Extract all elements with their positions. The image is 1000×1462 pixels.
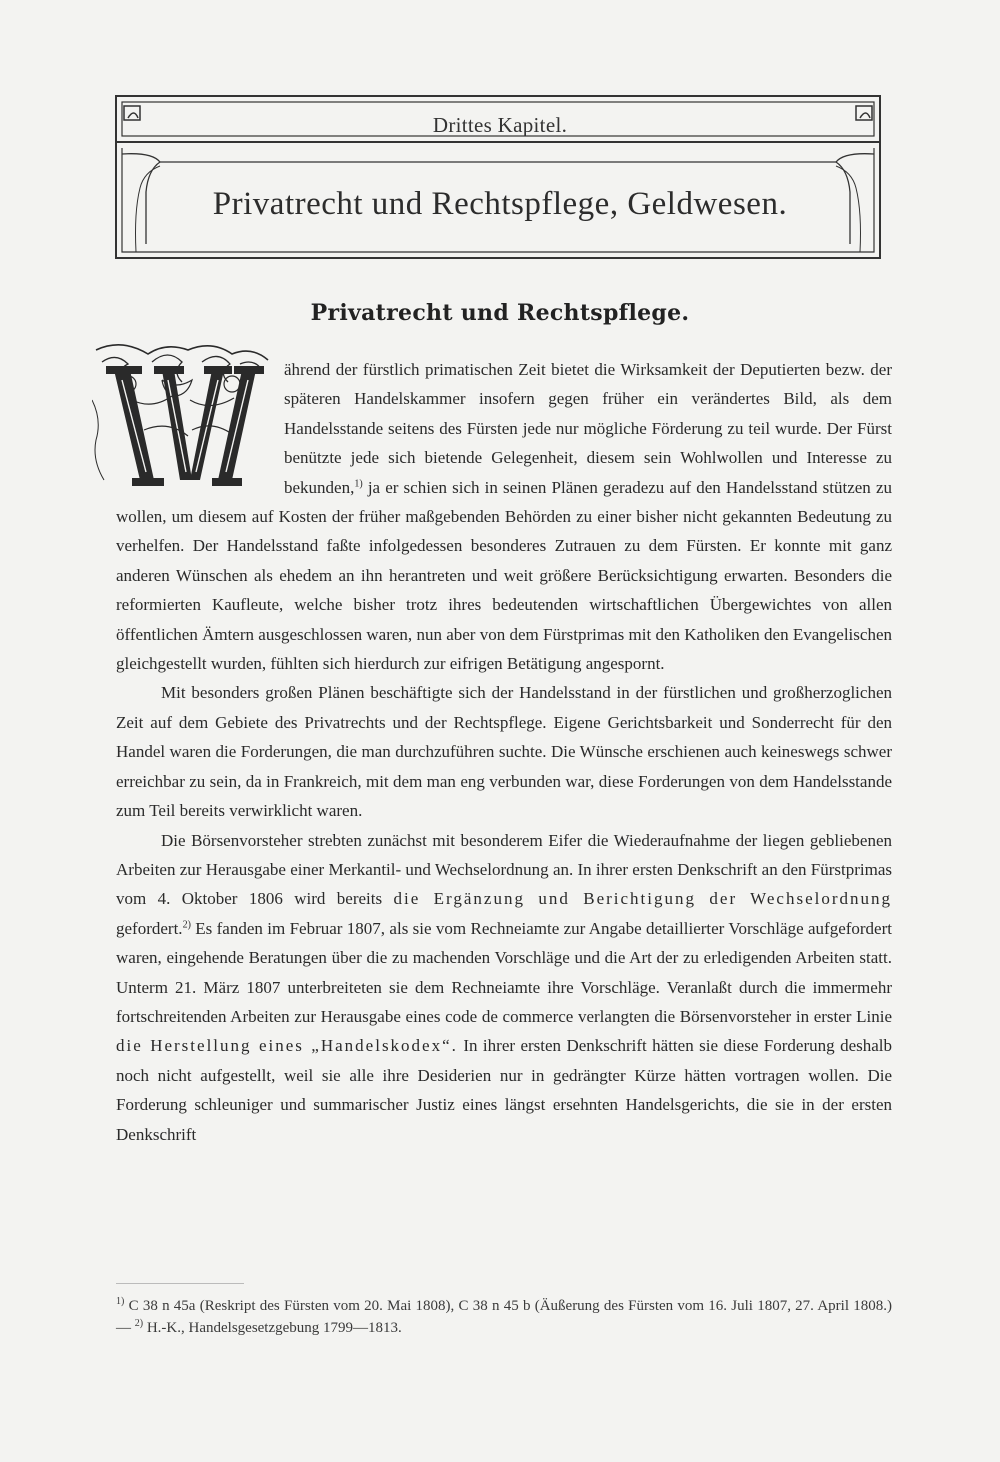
footnote-2-text: H.-K., Handelsgesetzgebung 1799—1813.	[143, 1320, 402, 1336]
chapter-title: Privatrecht und Rechtspflege, Geldwesen.	[212, 186, 788, 222]
footnote-divider	[116, 1283, 244, 1284]
chapter-label: Drittes Kapitel.	[432, 113, 568, 137]
paragraph-1-rest: ja er schien sich in seinen Plänen geradezu auf den Handelsstand stützen zu wollen, um diesem auf Kosten der früher maßgebenden Behörden zu einer bisher nicht gekannten Bedeutung zu verhelfen. Der Handelsstand faßte infolgedessen besonderes Zutrauen zu dem Fürsten. Er konnte mit ganz anderen Wünschen als ehedem an ihn herantreten und weit größere Berücksichtigung erwarten. Besonders die reformierten Kaufleute, welche bisher trotz ihres bedeutenden wirtschaftlichen Übergewichtes von allen öffentlichen Ämtern ausgeschlossen waren, nun aber von dem Fürstprimas mit den Katholiken den Evangelischen gleichgestellt wurden, fühlten sich hierdurch zur eifrigen Betätigung angespornt.	[116, 477, 892, 674]
initial-spacer	[116, 355, 284, 499]
footnote-ref-2[interactable]: 2)	[182, 919, 191, 931]
paragraph-3	[116, 826, 892, 1149]
section-heading: Privatrecht und Rechtspflege.	[310, 300, 690, 326]
paragraph-3-text-d: In ihrer ersten Denkschrift hätten sie diese Forderung deshalb noch nicht aufgestellt, weil sie alle ihre Desiderien nur in gedrängter Kürze hätten vortragen wollen. Die Forderung schleuniger und summarischer Justiz eines längst ersehnten Handelsgerichts, die sie in der ersten Denkschrift	[116, 1036, 892, 1144]
paragraph-3-text-a: Die Börsenvorsteher strebten zunächst mit besonderem Eifer die Wiederaufnahme der liegen gebliebenen Arbeiten zur Herausgabe einer Merkantil- und Wechselordnung an. In ihrer ersten Denkschrift an den Fürstprimas vom 4. Oktober 1806 wird bereits	[116, 830, 892, 909]
footnote-1-mark: 1)	[116, 1296, 125, 1307]
paragraph-3-text-c: Es fanden im Februar 1807, als sie vom Rechneiamte zur Angabe detaillierter Vorschläge aufgefordert waren, eingehende Beratungen über die zu machenden Vorschläge und die Art der zu erledigenden Arbeiten statt. Unterm 21. März 1807 unterbreiteten sie dem Rechneiamte ihre Vorschläge. Veranlaßt durch die immermehr fortschreitenden Arbeiten zur Herausgabe eines code de commerce verlangten die Börsenvorsteher in erster Linie	[116, 918, 892, 1026]
footnote-ref-1[interactable]: 1)	[354, 477, 363, 489]
footnotes	[116, 1295, 892, 1339]
body-text	[116, 355, 892, 1149]
paragraph-3-emphasis-2: die Herstellung eines „Handelskodex“.	[116, 1036, 458, 1056]
footnote-1-text: C 38 n 45a (Reskript des Fürsten vom 20. Mai 1808), C 38 n 45 b (Äußerung des Fürsten vom 16. Juli 1807, 27. April 1808.) —	[116, 1298, 892, 1336]
paragraph-3-emphasis-1: die Ergänzung und Berichtigung der Wechselordnung	[393, 889, 893, 909]
footnote-2-mark: 2)	[134, 1318, 144, 1329]
paragraph-2: Mit besonders großen Plänen beschäftigte sich der Handelsstand in der fürstlichen und großherzoglichen Zeit auf dem Gebiete des Privatrechts und der Rechtspflege. Eigene Gerichtsbarkeit und Sonderrecht für den Handel waren die Forderungen, die man durchzuführen suchte. Die Wünsche erschienen auch keineswegs schwer erreichbar zu sein, da in Frankreich, mit dem man eng verbunden war, diese Forderungen von dem Handelsstande zum Teil bereits verwirklicht waren.	[116, 683, 892, 821]
paragraph-1-text: ährend der fürstlich primatischen Zeit bietet die Wirksamkeit der Deputierten bezw. der späteren Handelskammer insofern gegen früher ein verändertes Bild, als dem Handelsstande seitens des Fürsten jede nur mögliche Förderung zu teil wurde. Der Fürst benützte jede sich bietende Gelegenheit, diesem sein Wohlwollen und Interesse zu bekunden,	[284, 360, 892, 497]
paragraph-3-text-b: gefordert.	[116, 918, 183, 938]
